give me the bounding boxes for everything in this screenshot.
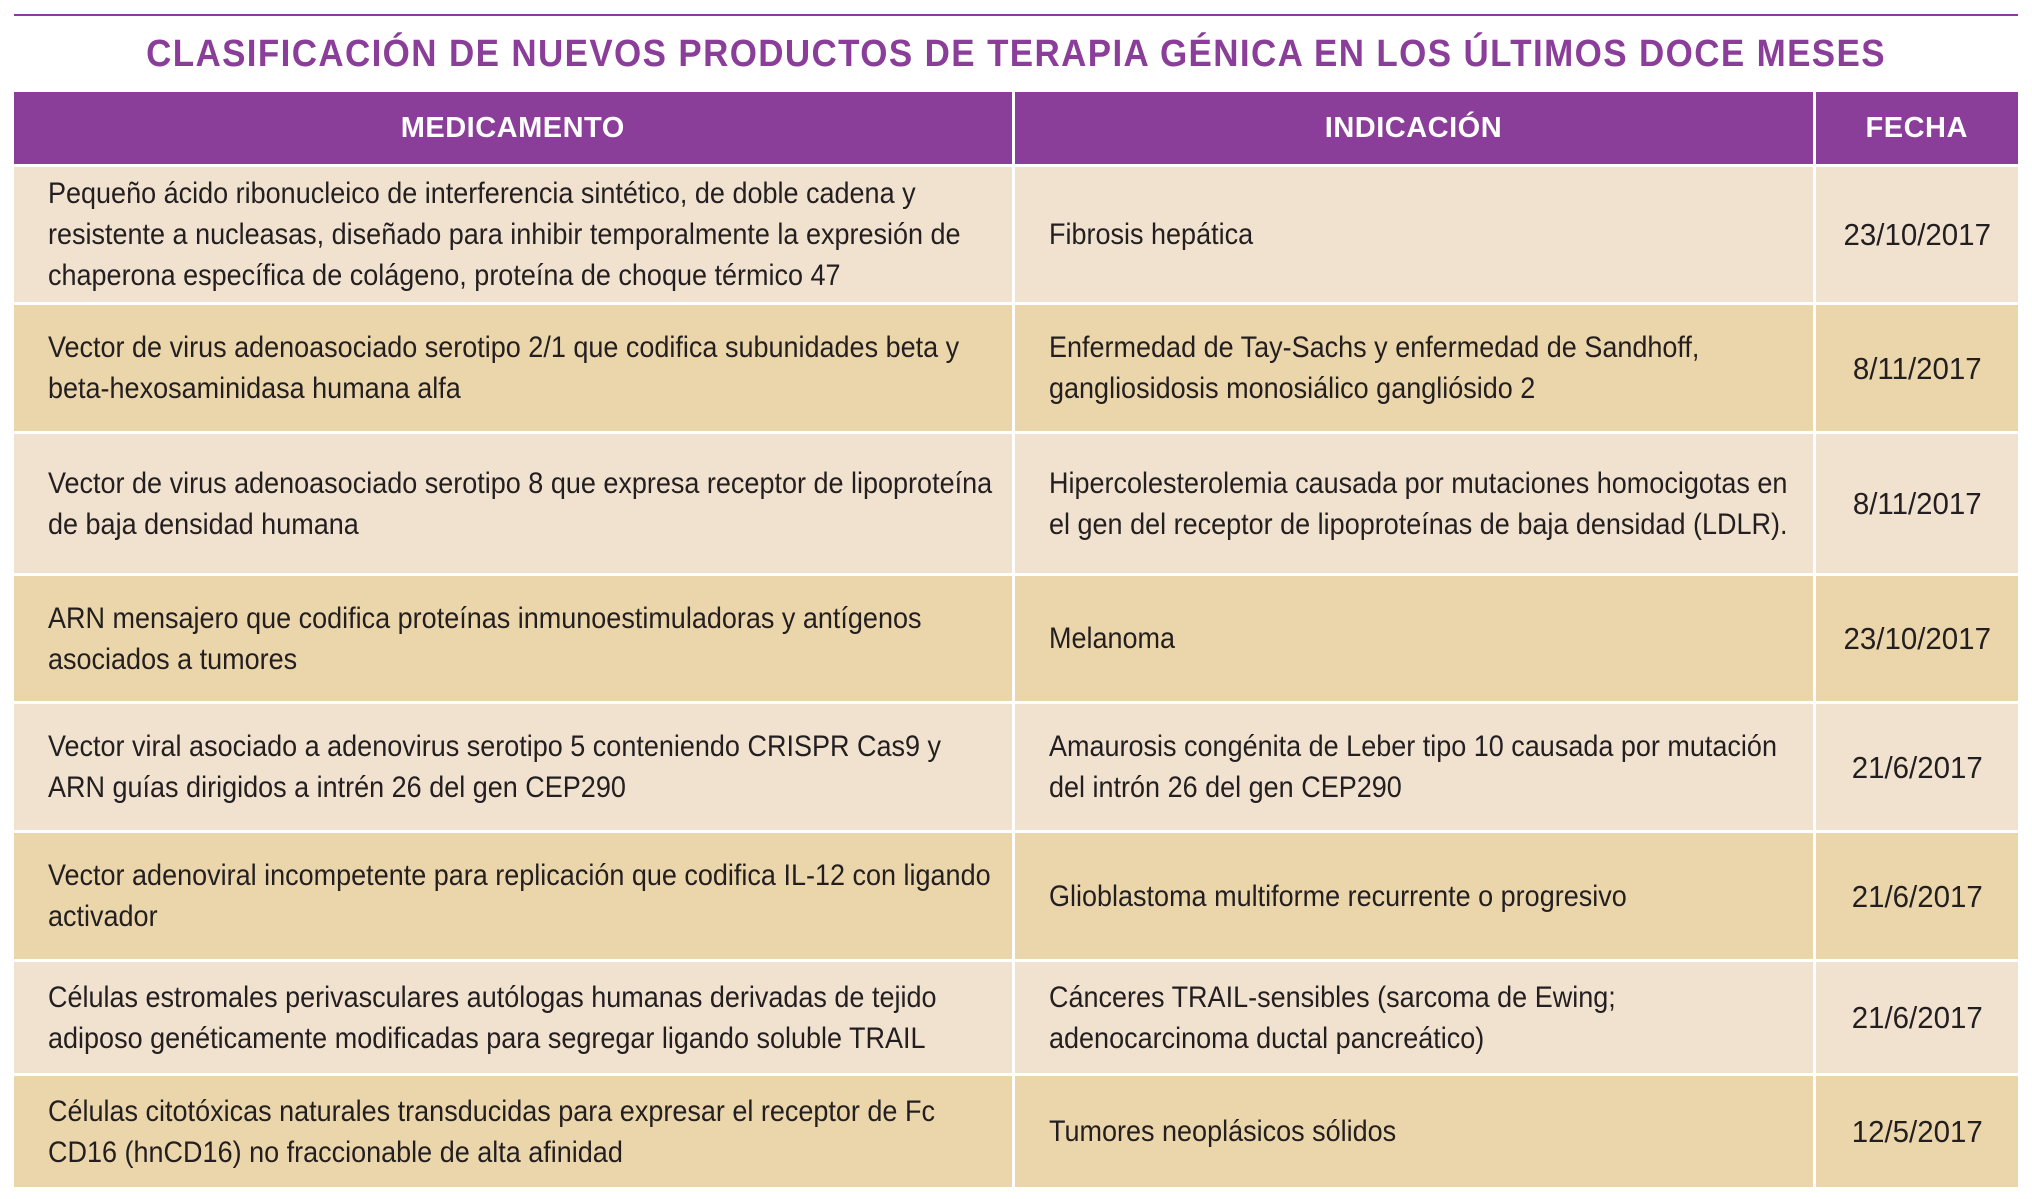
indicacion-text: Amaurosis congénita de Leber tipo 10 causada por mutación del intrón 26 del gen CEP290 xyxy=(1048,730,1777,804)
cell-medicamento xyxy=(14,166,1013,304)
cell-fecha xyxy=(1814,575,2018,703)
top-rule xyxy=(14,14,2018,16)
medicamento-text: Células estromales perivasculares autólogas humanas derivadas de tejido adiposo genéticamente modificadas para segregar ligando soluble TRAIL xyxy=(48,980,937,1055)
cell-medicamento xyxy=(14,703,1013,832)
medicamento-text: Células citotóxicas naturales transducidas para expresar el receptor de Fc CD16 (hnCD16) no fraccionable de alta afinidad xyxy=(48,1094,935,1169)
cell-fecha xyxy=(1814,304,2018,433)
table-row xyxy=(14,575,2018,703)
fecha-text: 21/6/2017 xyxy=(1851,1000,1983,1035)
cell-fecha xyxy=(1814,166,2018,304)
indicacion-text: Enfermedad de Tay-Sachs y enfermedad de Sandhoff, gangliosidosis monosiálico gangliósido 2 xyxy=(1048,331,1699,405)
cell-indicacion xyxy=(1013,961,1814,1075)
cell-medicamento xyxy=(14,832,1013,961)
table-row xyxy=(14,832,2018,961)
fecha-text: 21/6/2017 xyxy=(1851,749,1983,785)
fecha-text: 8/11/2017 xyxy=(1852,350,1982,386)
cell-medicamento xyxy=(14,575,1013,703)
fecha-text: 23/10/2017 xyxy=(1843,621,1991,656)
header-medicamento: MEDICAMENTO xyxy=(14,92,1013,166)
header-fecha: FECHA xyxy=(1814,92,2018,166)
cell-indicacion xyxy=(1013,575,1814,703)
cell-indicacion xyxy=(1013,304,1814,433)
indicacion-text: Hipercolesterolemia causada por mutaciones homocigotas en el gen del receptor de lipoproteínas de baja densidad (LDLR). xyxy=(1048,466,1787,541)
indicacion-text: Tumores neoplásicos sólidos xyxy=(1048,1115,1396,1148)
cell-fecha xyxy=(1814,961,2018,1075)
cell-indicacion xyxy=(1013,1075,1814,1189)
cell-indicacion xyxy=(1013,703,1814,832)
gene-therapy-table xyxy=(14,92,2018,1190)
medicamento-text: Vector viral asociado a adenovirus serotipo 5 conteniendo CRISPR Cas9 y ARN guías dirigidos a intrén 26 del gen CEP290 xyxy=(48,730,941,804)
header-indicacion: INDICACIÓN xyxy=(1013,92,1814,166)
table-title: CLASIFICACIÓN DE NUEVOS PRODUCTOS DE TERAPIA GÉNICA EN LOS ÚLTIMOS DOCE MESES xyxy=(146,33,1886,75)
table-row xyxy=(14,1075,2018,1189)
medicamento-text: Vector adenoviral incompetente para replicación que codifica IL-12 con ligando activador xyxy=(48,859,991,933)
fecha-text: 23/10/2017 xyxy=(1843,217,1991,252)
indicacion-text: Cánceres TRAIL-sensibles (sarcoma de Ewing; adenocarcinoma ductal pancreático) xyxy=(1048,980,1616,1055)
table-row xyxy=(14,166,2018,304)
cell-indicacion xyxy=(1013,832,1814,961)
medicamento-text: Vector de virus adenoasociado serotipo 8 que expresa receptor de lipoproteína de baja densidad humana xyxy=(48,466,993,541)
table-row xyxy=(14,304,2018,433)
cell-medicamento xyxy=(14,1075,1013,1189)
header-row xyxy=(14,92,2018,166)
indicacion-text: Glioblastoma multiforme recurrente o progresivo xyxy=(1048,879,1627,913)
cell-fecha xyxy=(1814,433,2018,575)
cell-medicamento xyxy=(14,961,1013,1075)
table-row xyxy=(14,961,2018,1075)
cell-fecha xyxy=(1814,1075,2018,1189)
table-row xyxy=(14,703,2018,832)
medicamento-text: Pequeño ácido ribonucleico de interferencia sintético, de doble cadena y resistente a nucleasas, diseñado para inhibir temporalmente la expresión de chaperona específica de colágeno, proteína de choque térmico 47 xyxy=(48,177,961,292)
fecha-text: 12/5/2017 xyxy=(1851,1114,1983,1149)
indicacion-text: Fibrosis hepática xyxy=(1048,218,1253,251)
table-row xyxy=(14,433,2018,575)
indicacion-text: Melanoma xyxy=(1048,622,1175,655)
cell-indicacion xyxy=(1013,433,1814,575)
cell-medicamento xyxy=(14,304,1013,433)
medicamento-text: Vector de virus adenoasociado serotipo 2/1 que codifica subunidades beta y beta-hexosaminidasa humana alfa xyxy=(48,331,960,405)
cell-fecha xyxy=(1814,832,2018,961)
cell-fecha xyxy=(1814,703,2018,832)
fecha-text: 8/11/2017 xyxy=(1852,486,1982,521)
cell-medicamento xyxy=(14,433,1013,575)
cell-indicacion xyxy=(1013,166,1814,304)
medicamento-text: ARN mensajero que codifica proteínas inmunoestimuladoras y antígenos asociados a tumores xyxy=(48,601,922,676)
fecha-text: 21/6/2017 xyxy=(1851,878,1983,914)
